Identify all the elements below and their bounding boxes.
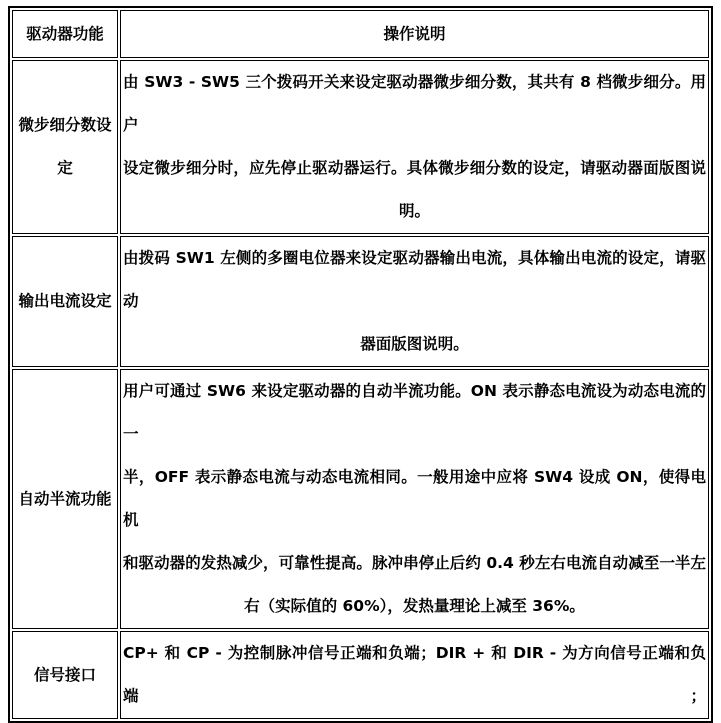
function-cell: 输出电流设定 [12, 236, 118, 367]
table-row-signal-interface [12, 631, 709, 719]
description-line: 右（实际值的 60%），发热量理论上减至 36%。 [244, 597, 585, 615]
description-line: 由拨码 SW1 左侧的多圈电位器来设定驱动器输出电流，具体输出电流的设定，请驱动 [123, 249, 706, 310]
function-cell: 自动半流功能 [12, 369, 118, 629]
header-cell-description: 操作说明 [120, 10, 709, 58]
description-cell [120, 369, 709, 629]
table-row-output-current [12, 236, 709, 367]
function-cell: 信号接口 [12, 631, 118, 719]
description-line: 器面版图说明。 [360, 335, 469, 353]
description-line: CP+ 和 CP - 为控制脉冲信号正端和负端；DIR + 和 DIR - 为方向信号正端和负端； [123, 644, 706, 705]
function-cell: 微步细分数设定 [12, 60, 118, 234]
description-line: 和驱动器的发热减少，可靠性提高。脉冲串停止后约 0.4 秒左右电流自动减至一半左 [123, 554, 706, 572]
description-line: 用户可通过 SW6 来设定驱动器的自动半流功能。ON 表示静态电流设为动态电流的一 [123, 382, 706, 443]
description-line: 设定微步细分时，应先停止驱动器运行。具体微步细分数的设定，请驱动器面版图说 [123, 159, 706, 177]
table-header-row [12, 10, 709, 58]
header-cell-function: 驱动器功能 [12, 10, 118, 58]
description-cell [120, 631, 709, 719]
description-line: 明。 [398, 202, 430, 220]
description-cell [120, 236, 709, 367]
driver-function-table [8, 6, 713, 723]
description-line: 半，OFF 表示静态电流与动态电流相同。一般用途中应将 SW4 设成 ON，使得电机 [123, 468, 706, 529]
description-cell [120, 60, 709, 234]
description-line: 由 SW3 - SW5 三个拨码开关来设定驱动器微步细分数，其共有 8 档微步细分。用户 [123, 73, 706, 134]
table-row-microstep-setting [12, 60, 709, 234]
table-row-auto-half-current [12, 369, 709, 629]
